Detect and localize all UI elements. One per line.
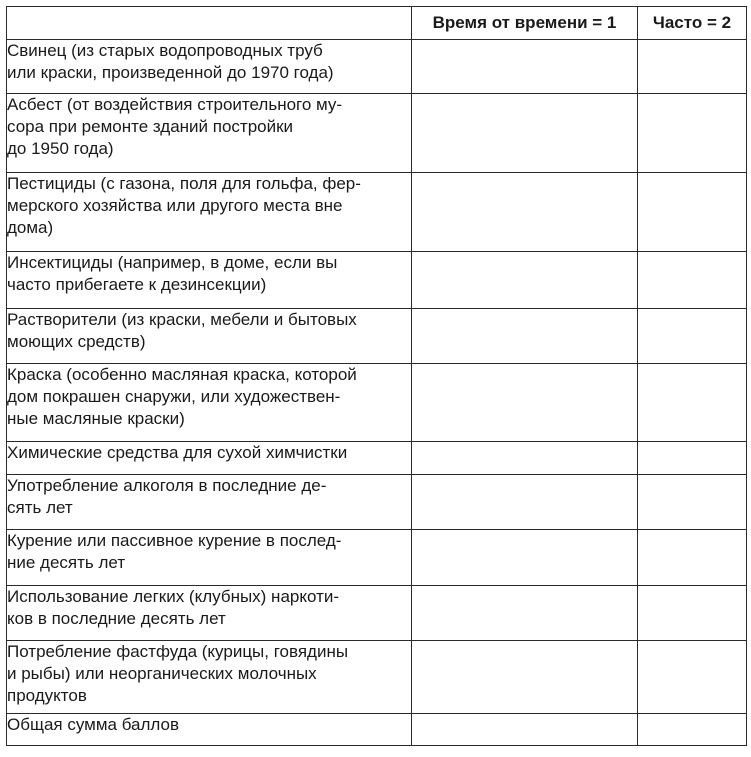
often-score-cell[interactable] bbox=[638, 586, 747, 641]
sometimes-score-cell[interactable] bbox=[412, 309, 638, 364]
table-row bbox=[7, 309, 747, 364]
total-row bbox=[7, 714, 747, 746]
row-label-dry-cleaning: Химические средства для сухой химчистки bbox=[7, 442, 412, 475]
table-row bbox=[7, 40, 747, 94]
row-label-smoking: Курение или пассивное курение в послед- ние десять лет bbox=[7, 530, 412, 586]
row-label-paint: Краска (особенно масляная краска, которой дом покрашен снаружи, или художествен- ные масляные краски) bbox=[7, 364, 412, 442]
row-label-insecticides: Инсектициды (например, в доме, если вы часто прибегаете к дезинсекции) bbox=[7, 252, 412, 309]
sometimes-score-cell[interactable] bbox=[412, 442, 638, 475]
table-row bbox=[7, 252, 747, 309]
header-sometimes-column: Время от времени = 1 bbox=[412, 7, 638, 40]
sometimes-score-cell[interactable] bbox=[412, 475, 638, 530]
sometimes-score-cell[interactable] bbox=[412, 173, 638, 252]
often-score-cell[interactable] bbox=[638, 40, 747, 94]
often-score-cell[interactable] bbox=[638, 442, 747, 475]
row-label-pesticides: Пестициды (с газона, поля для гольфа, фер- мерского хозяйства или другого места вне дома) bbox=[7, 173, 412, 252]
table-row bbox=[7, 641, 747, 714]
row-label-asbestos: Асбест (от воздействия строительного му- сора при ремонте зданий постройки до 1950 года) bbox=[7, 94, 412, 173]
row-label-lead: Свинец (из старых водопроводных труб или краски, произведенной до 1970 года) bbox=[7, 40, 412, 94]
table-row bbox=[7, 586, 747, 641]
header-row bbox=[7, 7, 747, 40]
header-item-column bbox=[7, 7, 412, 40]
sometimes-score-cell[interactable] bbox=[412, 364, 638, 442]
row-label-fast-food: Потребление фастфуда (курицы, говядины и рыбы) или неорганических молочных продуктов bbox=[7, 641, 412, 714]
exposure-score-table bbox=[6, 6, 747, 746]
row-label-solvents: Растворители (из краски, мебели и бытовых моющих средств) bbox=[7, 309, 412, 364]
row-label-alcohol: Употребление алкоголя в последние де- сять лет bbox=[7, 475, 412, 530]
table-row bbox=[7, 364, 747, 442]
often-score-cell[interactable] bbox=[638, 530, 747, 586]
often-score-cell[interactable] bbox=[638, 94, 747, 173]
row-label-total: Общая сумма баллов bbox=[7, 714, 412, 746]
often-score-cell[interactable] bbox=[638, 309, 747, 364]
often-score-cell[interactable] bbox=[638, 252, 747, 309]
row-label-drugs: Использование легких (клубных) наркоти- ков в последние десять лет bbox=[7, 586, 412, 641]
sometimes-score-cell[interactable] bbox=[412, 40, 638, 94]
sometimes-score-cell[interactable] bbox=[412, 586, 638, 641]
often-score-cell[interactable] bbox=[638, 364, 747, 442]
often-score-cell[interactable] bbox=[638, 475, 747, 530]
sometimes-score-cell[interactable] bbox=[412, 530, 638, 586]
often-score-cell[interactable] bbox=[638, 173, 747, 252]
table-row bbox=[7, 530, 747, 586]
table-row bbox=[7, 94, 747, 173]
often-score-cell[interactable] bbox=[638, 641, 747, 714]
sometimes-score-cell[interactable] bbox=[412, 641, 638, 714]
sometimes-total-cell[interactable] bbox=[412, 714, 638, 746]
sometimes-score-cell[interactable] bbox=[412, 252, 638, 309]
sometimes-score-cell[interactable] bbox=[412, 94, 638, 173]
table-row bbox=[7, 475, 747, 530]
often-total-cell[interactable] bbox=[638, 714, 747, 746]
table-row bbox=[7, 442, 747, 475]
table-row bbox=[7, 173, 747, 252]
header-often-column: Часто = 2 bbox=[638, 7, 747, 40]
